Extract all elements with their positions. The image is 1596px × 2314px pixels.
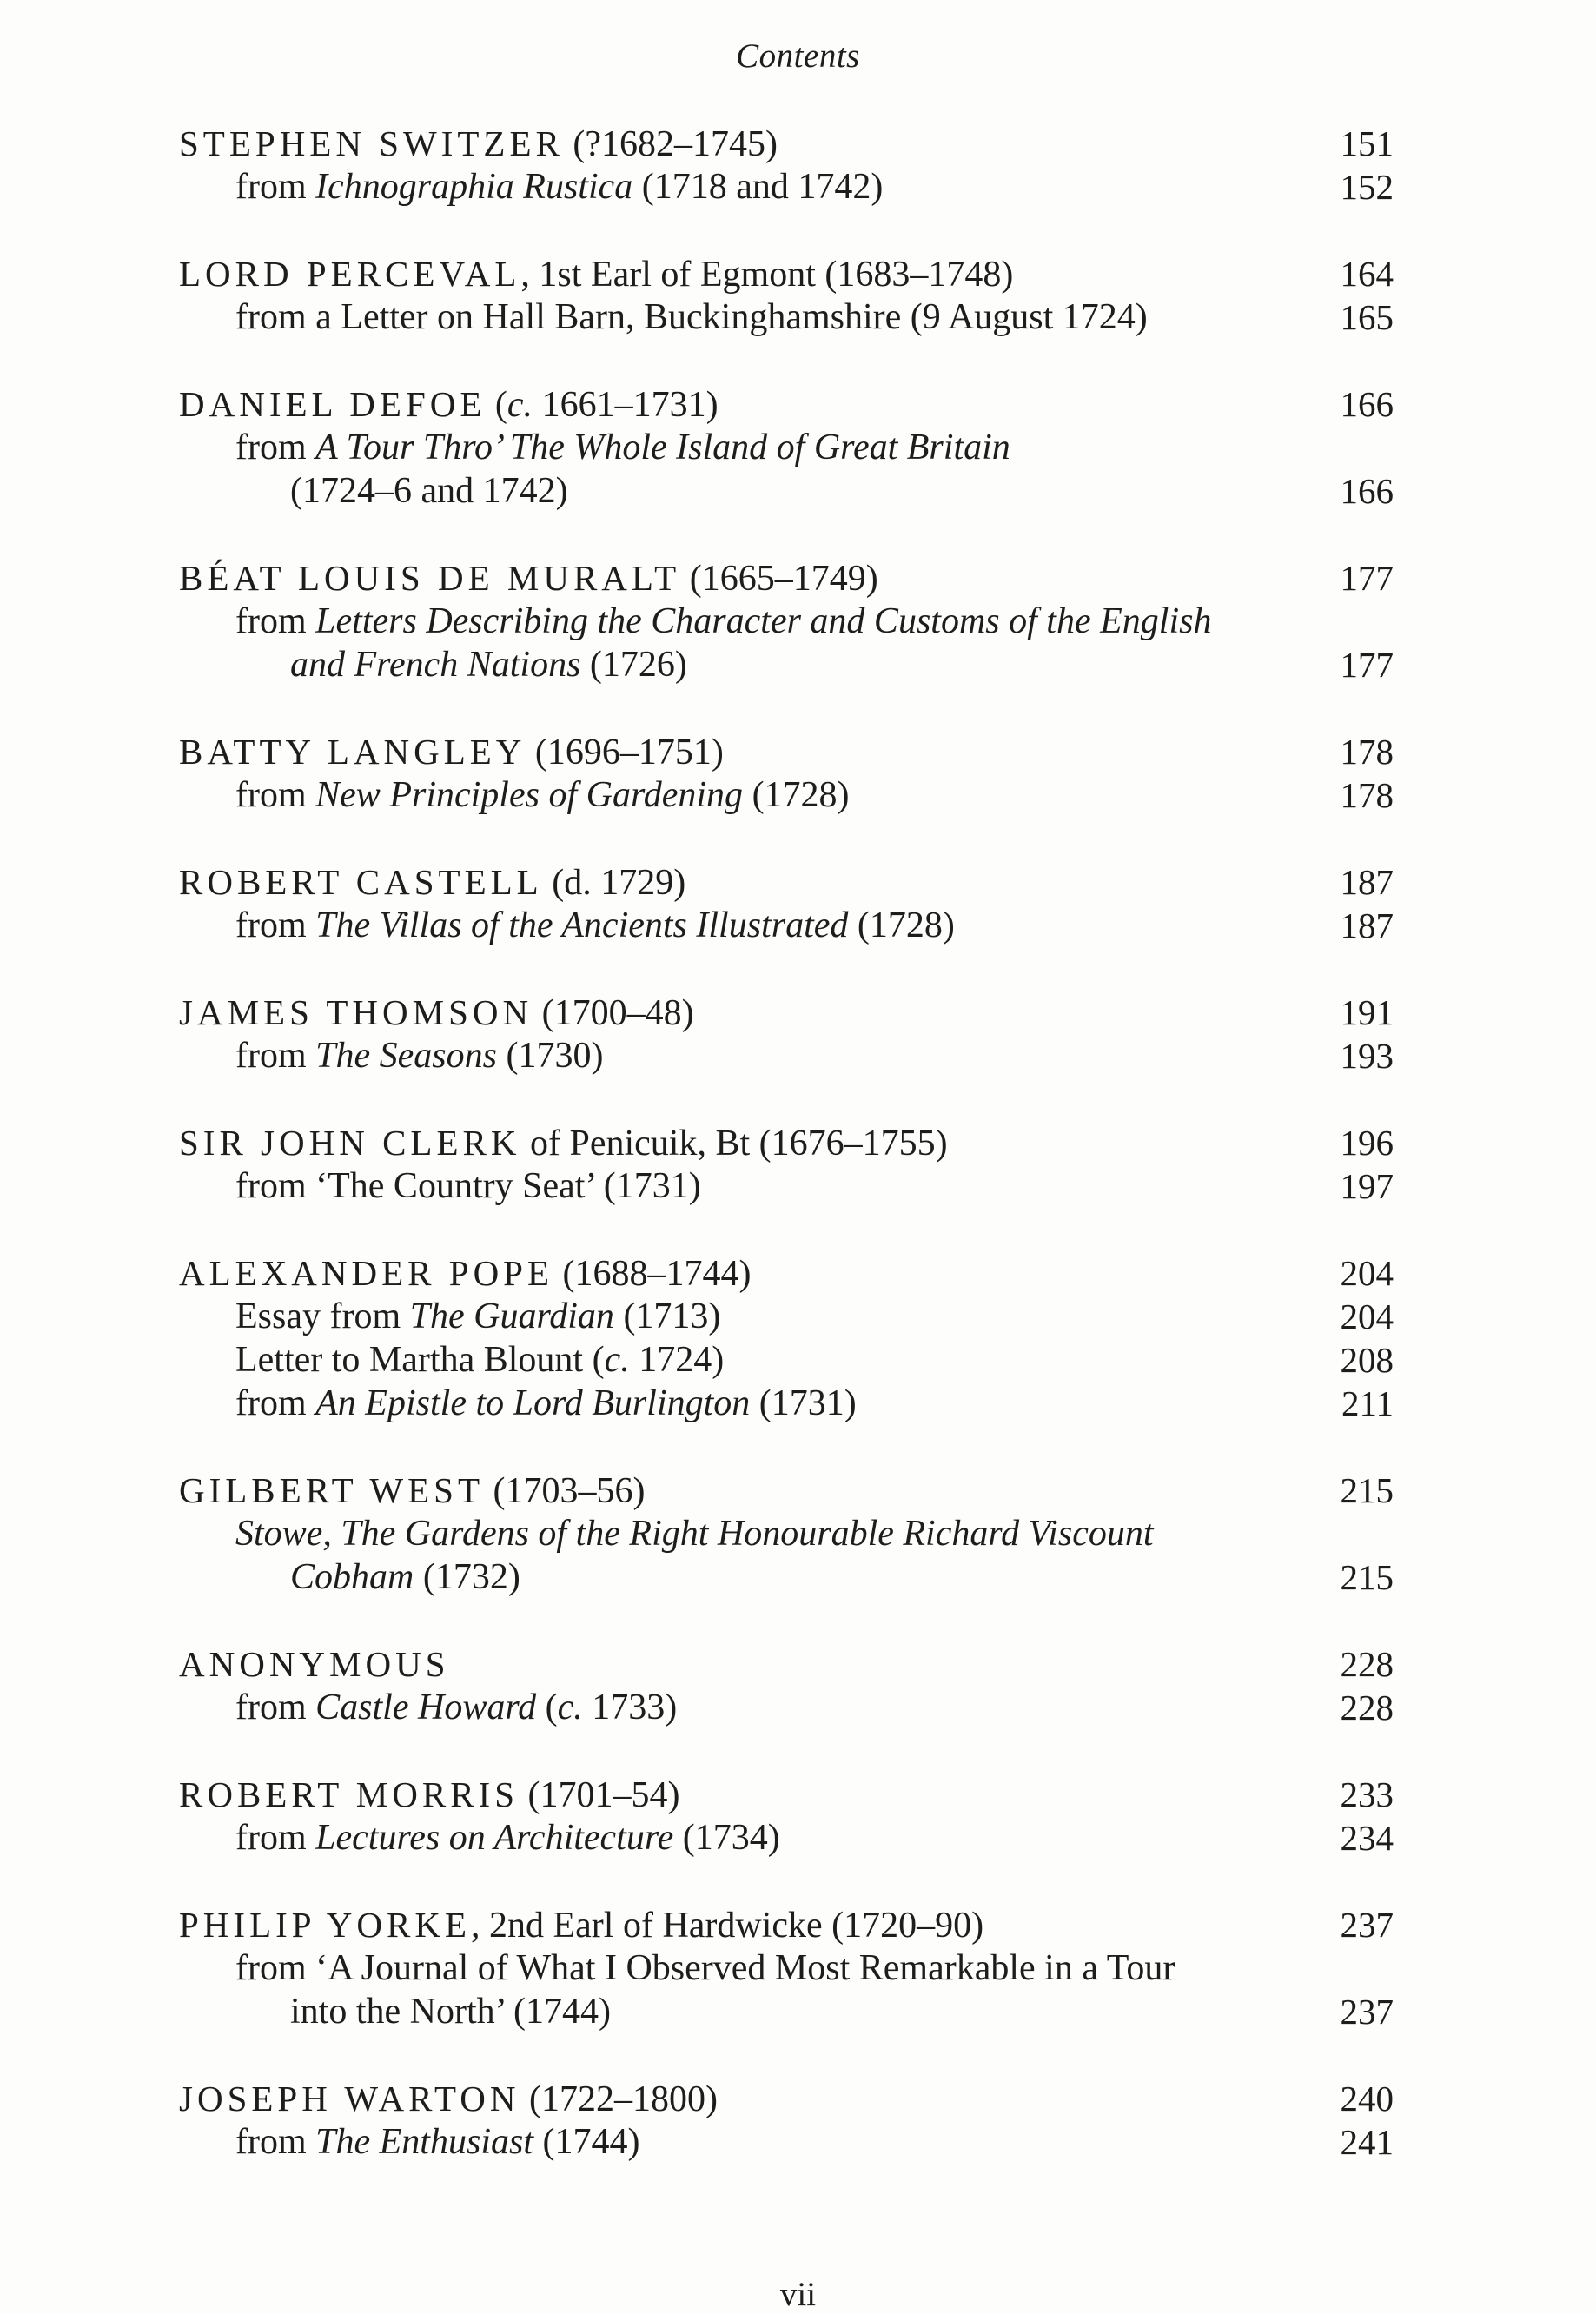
entry-text <box>235 775 850 815</box>
toc-entry <box>179 991 1394 1077</box>
page-number: 228 <box>1340 1687 1394 1727</box>
author-name: STEPHEN SWITZER <box>179 123 564 163</box>
page-number: 211 <box>1341 1383 1394 1423</box>
entry-text <box>179 1254 752 1294</box>
author-name: ALEXANDER POPE <box>179 1253 554 1293</box>
entry-text <box>235 1296 720 1336</box>
entry-text <box>179 124 778 164</box>
toc-author-line <box>179 122 1394 165</box>
toc-work-line <box>179 469 1394 513</box>
entry-text <box>179 2079 718 2119</box>
author-name: ROBERT CASTELL <box>179 862 543 902</box>
italic-text: New Principles of Gardening <box>315 775 744 815</box>
entry-text <box>179 863 685 903</box>
roman-text: from <box>235 601 316 641</box>
author-name: DANIEL DEFOE <box>179 384 487 424</box>
entry-text <box>235 1166 701 1206</box>
roman-text: (1713) <box>613 1296 721 1336</box>
author-name: SIR JOHN CLERK <box>179 1123 521 1163</box>
roman-text: (1726) <box>580 645 687 685</box>
entry-text <box>235 1340 724 1380</box>
entry-text <box>235 905 955 945</box>
entry-text <box>179 385 719 425</box>
toc-work-line <box>179 773 1394 817</box>
toc-work-line <box>179 1512 1394 1555</box>
toc-work-line <box>179 165 1394 209</box>
entry-text <box>290 471 568 511</box>
toc-work-line <box>179 1990 1394 2033</box>
entry-text <box>290 1992 611 2032</box>
roman-text: from <box>235 428 316 467</box>
italic-text: and French Nations <box>290 645 581 685</box>
roman-text: (1724–6 and 1742) <box>290 471 568 511</box>
roman-text: from a Letter on Hall Barn, Buckinghamshire (9 August 1724) <box>235 297 1148 337</box>
roman-text: (1701–54) <box>519 1775 680 1815</box>
roman-text: (?1682–1745) <box>563 124 778 164</box>
author-name: BATTY LANGLEY <box>179 732 526 772</box>
author-name: BÉAT LOUIS DE MURALT <box>179 558 681 598</box>
toc-author-line <box>179 2077 1394 2120</box>
roman-text: (1728) <box>743 775 850 815</box>
roman-text: (d. 1729) <box>542 863 686 903</box>
entry-text <box>235 1036 603 1076</box>
toc-work-line <box>179 1946 1394 1990</box>
entry-text <box>179 733 724 772</box>
roman-text: from <box>235 905 316 945</box>
toc-author-line <box>179 1642 1394 1686</box>
toc-entry <box>179 252 1394 339</box>
roman-text: from ‘The Country Seat’ (1731) <box>235 1166 701 1206</box>
page-folio: vii <box>779 2276 817 2313</box>
entry-text <box>179 559 878 599</box>
roman-text: Letter to Martha Blount ( <box>235 1340 605 1380</box>
toc-author-line <box>179 1121 1394 1164</box>
italic-text: A Tour Thro’ The Whole Island of Great Britain <box>315 428 1010 467</box>
page-number: 237 <box>1340 1992 1394 2032</box>
toc-work-line <box>179 1295 1394 1338</box>
entry-text <box>179 1775 679 1815</box>
page-number: 177 <box>1340 558 1394 598</box>
toc-entry <box>179 1251 1394 1425</box>
toc-author-line <box>179 860 1394 904</box>
toc-entry <box>179 1642 1394 1729</box>
roman-text: from <box>235 167 316 207</box>
page-number: 237 <box>1340 1905 1394 1945</box>
entry-text <box>235 167 883 207</box>
roman-text: ( <box>486 385 507 425</box>
roman-text: (1728) <box>848 905 955 945</box>
page-number: 215 <box>1340 1470 1394 1510</box>
author-name: JAMES THOMSON <box>179 992 533 1032</box>
toc-author-line <box>179 1903 1394 1946</box>
page-number: 215 <box>1340 1557 1394 1597</box>
roman-text: (1688–1744) <box>553 1254 752 1294</box>
page-number: 196 <box>1340 1123 1394 1163</box>
italic-text: c. <box>604 1340 630 1380</box>
toc-entry <box>179 1469 1394 1599</box>
page-number: 208 <box>1340 1340 1394 1380</box>
toc-author-line <box>179 382 1394 426</box>
entry-text <box>235 1818 780 1858</box>
roman-text: into the North’ (1744) <box>290 1992 611 2032</box>
toc-work-line <box>179 1338 1394 1382</box>
roman-text: Essay from <box>235 1296 410 1336</box>
page-number: 165 <box>1340 297 1394 337</box>
entry-text <box>179 1906 983 1946</box>
toc-work-line <box>179 1555 1394 1599</box>
toc-author-line <box>179 1773 1394 1816</box>
page-number: 234 <box>1340 1818 1394 1858</box>
entry-text <box>179 1645 450 1685</box>
toc-entry <box>179 730 1394 817</box>
page-number: 241 <box>1340 2122 1394 2162</box>
author-name: LORD PERCEVAL <box>179 254 521 294</box>
toc-work-line <box>179 426 1394 469</box>
toc-entry <box>179 1773 1394 1860</box>
roman-text: (1696–1751) <box>526 733 724 772</box>
toc-work-line <box>179 1164 1394 1208</box>
roman-text: from <box>235 1036 316 1076</box>
italic-text: The Enthusiast <box>315 2122 534 2162</box>
toc-author-line <box>179 1469 1394 1512</box>
roman-text: (1665–1749) <box>680 559 878 599</box>
contents-list <box>179 122 1394 2207</box>
roman-text: from ‘A Journal of What I Observed Most Remarkable in a Tour <box>235 1948 1175 1988</box>
page-number: 178 <box>1340 732 1394 772</box>
page-number: 151 <box>1340 123 1394 163</box>
page-number: 197 <box>1340 1166 1394 1206</box>
toc-work-line <box>179 1034 1394 1077</box>
author-name: GILBERT WEST <box>179 1470 484 1510</box>
roman-text: 1724) <box>629 1340 725 1380</box>
page-number: 187 <box>1340 862 1394 902</box>
italic-text: c. <box>557 1687 583 1727</box>
entry-text <box>235 601 1211 641</box>
roman-text: of Penicuik, Bt (1676–1755) <box>520 1124 948 1164</box>
author-name: PHILIP YORKE <box>179 1905 471 1945</box>
toc-work-line <box>179 1382 1394 1425</box>
roman-text: from <box>235 775 316 815</box>
page-number: 177 <box>1340 645 1394 685</box>
roman-text: (1700–48) <box>533 993 694 1033</box>
page-number: 191 <box>1340 992 1394 1032</box>
entry-text <box>179 1124 948 1164</box>
roman-text: from <box>235 1818 316 1858</box>
page-number: 240 <box>1340 2079 1394 2118</box>
toc-entry <box>179 2077 1394 2164</box>
roman-text: from <box>235 1383 316 1423</box>
toc-entry <box>179 1121 1394 1208</box>
roman-text: from <box>235 2122 316 2162</box>
page-number: 178 <box>1340 775 1394 815</box>
italic-text: An Epistle to Lord Burlington <box>315 1383 751 1423</box>
roman-text: (1731) <box>750 1383 857 1423</box>
author-name: JOSEPH WARTON <box>179 2079 520 2118</box>
entry-text <box>235 1687 677 1727</box>
roman-text: , 1st Earl of Egmont (1683–1748) <box>520 255 1014 295</box>
toc-work-line <box>179 643 1394 686</box>
toc-work-line <box>179 1816 1394 1860</box>
roman-text: ( <box>536 1687 558 1727</box>
toc-entry <box>179 860 1394 947</box>
roman-text: , 2nd Earl of Hardwicke (1720–90) <box>471 1906 984 1946</box>
page-number: 204 <box>1340 1296 1394 1336</box>
author-name: ROBERT MORRIS <box>179 1774 519 1814</box>
page-number: 152 <box>1340 167 1394 207</box>
roman-text: 1733) <box>582 1687 678 1727</box>
toc-work-line <box>179 600 1394 643</box>
roman-text: (1722–1800) <box>520 2079 718 2119</box>
roman-text: (1703–56) <box>483 1471 646 1511</box>
entry-text <box>290 1557 520 1597</box>
toc-entry <box>179 382 1394 513</box>
page-number: 187 <box>1340 905 1394 945</box>
italic-text: c. <box>507 385 533 425</box>
entry-text <box>235 1948 1175 1988</box>
roman-text: (1744) <box>533 2122 640 2162</box>
toc-work-line <box>179 295 1394 339</box>
page-number: 166 <box>1340 384 1394 424</box>
entry-text <box>235 1383 857 1423</box>
toc-author-line <box>179 1251 1394 1295</box>
entry-text <box>235 297 1148 337</box>
roman-text: 1661–1731) <box>533 385 719 425</box>
page-number: 164 <box>1340 254 1394 294</box>
toc-author-line <box>179 991 1394 1034</box>
roman-text: (1718 and 1742) <box>632 167 884 207</box>
page-number: 166 <box>1340 471 1394 511</box>
roman-text: (1732) <box>414 1557 520 1597</box>
entry-text <box>179 255 1013 295</box>
toc-author-line <box>179 730 1394 773</box>
italic-text: The Seasons <box>315 1036 497 1076</box>
toc-entry <box>179 1903 1394 2033</box>
page-number: 233 <box>1340 1774 1394 1814</box>
author-name: ANONYMOUS <box>179 1644 450 1684</box>
toc-work-line <box>179 2120 1394 2164</box>
toc-work-line <box>179 904 1394 947</box>
page-number: 193 <box>1340 1036 1394 1076</box>
entry-text <box>179 993 694 1033</box>
italic-text: The Villas of the Ancients Illustrated <box>315 905 849 945</box>
toc-entry <box>179 556 1394 686</box>
roman-text: from <box>235 1687 316 1727</box>
running-header: Contents <box>736 37 860 75</box>
entry-text <box>235 2122 640 2162</box>
toc-author-line <box>179 252 1394 295</box>
toc-author-line <box>179 556 1394 600</box>
toc-work-line <box>179 1686 1394 1729</box>
entry-text <box>290 645 687 685</box>
roman-text: (1730) <box>497 1036 604 1076</box>
entry-text <box>179 1471 645 1511</box>
italic-text: Stowe, The Gardens of the Right Honourable Richard Viscount <box>235 1514 1154 1554</box>
italic-text: The Guardian <box>409 1296 614 1336</box>
page-number: 204 <box>1340 1253 1394 1293</box>
roman-text: (1734) <box>673 1818 780 1858</box>
italic-text: Ichnographia Rustica <box>315 167 633 207</box>
entry-text <box>235 1514 1154 1554</box>
italic-text: Lectures on Architecture <box>315 1818 674 1858</box>
page-number: 228 <box>1340 1644 1394 1684</box>
italic-text: Letters Describing the Character and Customs of the English <box>315 601 1212 641</box>
entry-text <box>235 428 1010 467</box>
toc-entry <box>179 122 1394 209</box>
italic-text: Castle Howard <box>315 1687 537 1727</box>
italic-text: Cobham <box>290 1557 414 1597</box>
